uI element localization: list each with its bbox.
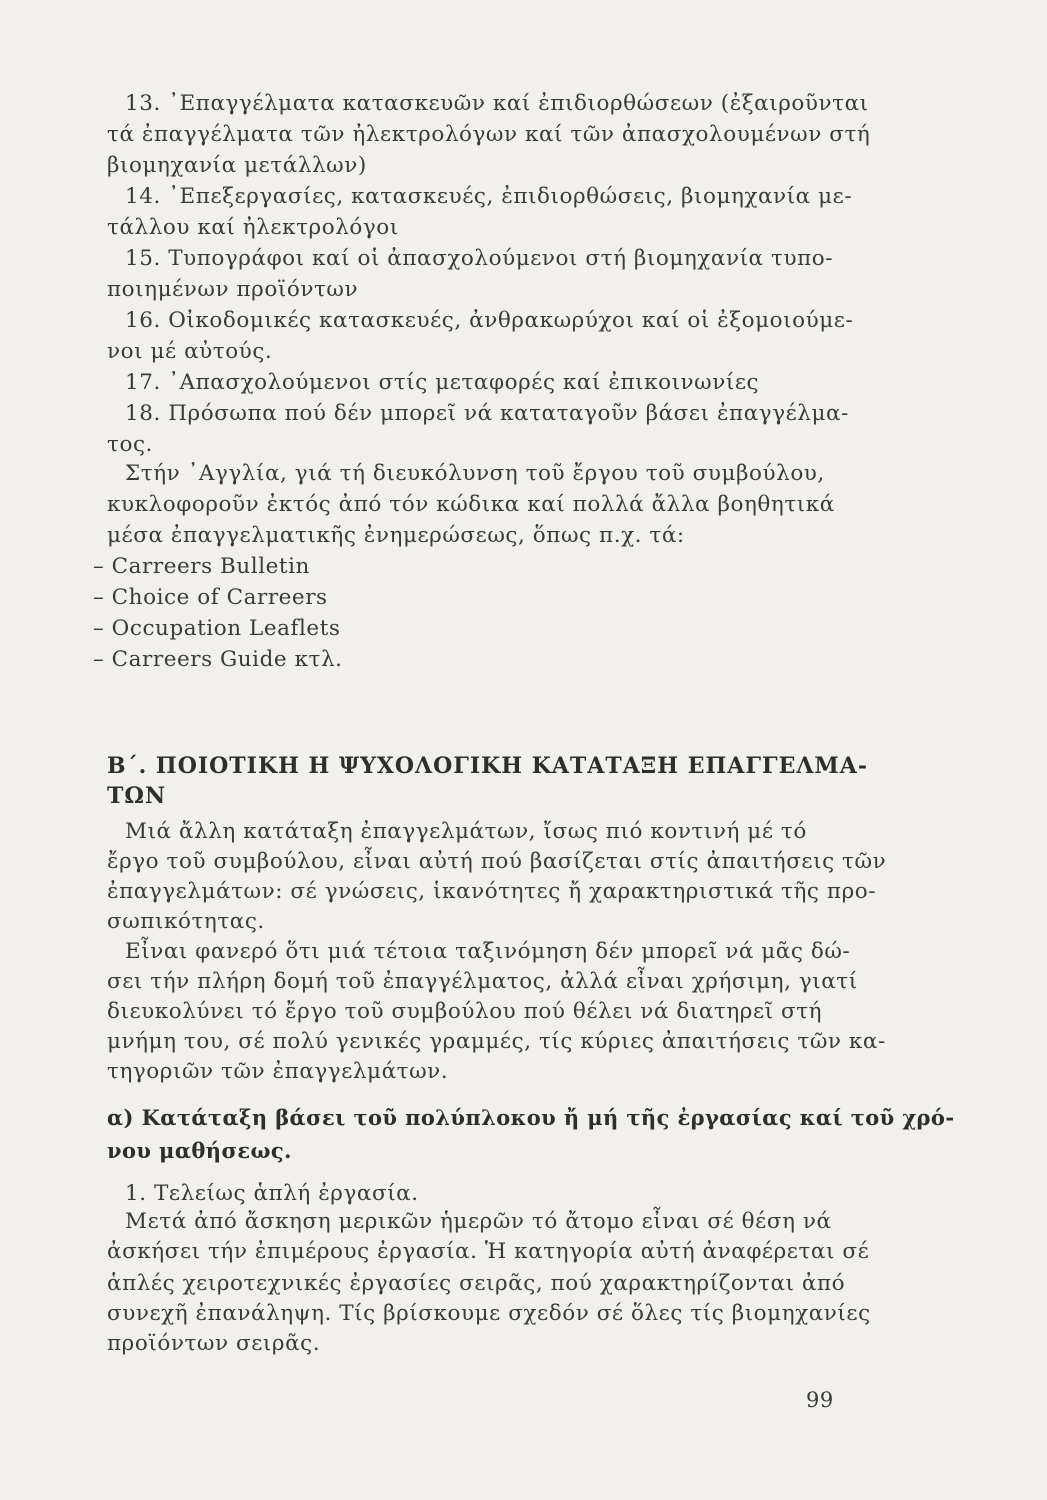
text-line: τάλλου καί ἠλεκτρολόγοι	[107, 215, 399, 240]
text-line: σωπικότητας.	[107, 909, 265, 934]
text-line: 13. ᾽Επαγγέλματα κατασκευῶν καί ἐπιδιορθώσεων (ἐξαιροῦνται	[125, 91, 869, 116]
text-line: 18. Πρόσωπα πού δέν μπορεῖ νά καταταγοῦν βάσει ἐπαγγέλμα-	[125, 401, 849, 426]
text-line: διευκολύνει τό ἔργο τοῦ συμβούλου πού θέλει νά διατηρεῖ στή	[107, 999, 823, 1024]
text-line: – Carreers Bulletin	[93, 554, 310, 579]
text-line: – Carreers Guide κτλ.	[93, 647, 343, 672]
text-line: προϊόντων σειρᾶς.	[107, 1331, 321, 1356]
text-line: ἀσκήσει τήν ἐπιμέρους ἐργασία. Ἡ κατηγορία αὐτή ἀναφέρεται σέ	[107, 1239, 870, 1264]
text-line: ποιημένων προϊόντων	[107, 277, 359, 302]
text-line: 14. ᾽Επεξεργασίες, κατασκευές, ἐπιδιορθώσεις, βιομηχανία με-	[125, 184, 853, 209]
text-line: τά ἐπαγγέλματα τῶν ἠλεκτρολόγων καί τῶν ἀπασχολουμένων στή	[107, 122, 871, 147]
text-line: μνήμη του, σέ πολύ γενικές γραμμές, τίς κύριες ἀπαιτήσεις τῶν κα-	[107, 1029, 886, 1054]
text-line: – Occupation Leaflets	[93, 616, 341, 641]
section-heading-line: Β΄. ΠΟΙΟΤΙΚΗ Η ΨΥΧΟΛΟΓΙΚΗ ΚΑΤΑΤΑΞΗ ΕΠΑΓΓΕΛΜΑ-	[107, 753, 868, 779]
page-number: 99	[806, 1388, 834, 1412]
text-line: τηγοριῶν τῶν ἐπαγγελμάτων.	[107, 1059, 449, 1084]
text-line: τος.	[107, 432, 153, 457]
text-line: Μιά ἄλλη κατάταξη ἐπαγγελμάτων, ἴσως πιό κοντινή μέ τό	[125, 819, 807, 844]
text-line: – Choice of Carreers	[93, 585, 328, 610]
section-heading-line: ΤΩΝ	[107, 783, 167, 809]
text-line: ἔργο τοῦ συμβούλου, εἶναι αὐτή πού βασίζεται στίς ἀπαιτήσεις τῶν	[107, 849, 887, 874]
text-line: μέσα ἐπαγγελματικῆς ἐνημερώσεως, ὅπως π.χ. τά:	[107, 523, 685, 548]
text-line: ἐπαγγελμάτων: σέ γνώσεις, ἱκανότητες ἤ χαρακτηριστικά τῆς προ-	[107, 879, 877, 904]
text-line: Στήν ᾽Αγγλία, γιά τή διευκόλυνση τοῦ ἔργου τοῦ συμβούλου,	[125, 461, 825, 486]
text-line: συνεχῆ ἐπανάληψη. Τίς βρίσκουμε σχεδόν σέ ὅλες τίς βιομηχανίες	[107, 1301, 871, 1326]
text-line: σει τήν πλήρη δομή τοῦ ἐπαγγέλματος, ἀλλά εἶναι χρήσιμη, γιατί	[107, 969, 858, 994]
text-line: νοι μέ αὐτούς.	[107, 339, 273, 364]
subsection-heading-line: α) Κατάταξη βάσει τοῦ πολύπλοκου ἤ μή τῆς ἐργασίας καί τοῦ χρό-	[107, 1105, 955, 1130]
text-line: 16. Οἰκοδομικές κατασκευές, ἀνθρακωρύχοι καί οἱ ἐξομοιούμε-	[125, 308, 854, 333]
text-line: Εἶναι φανερό ὅτι μιά τέτοια ταξινόμηση δέν μπορεῖ νά μᾶς δώ-	[125, 939, 851, 964]
text-line: 17. ᾽Απασχολούμενοι στίς μεταφορές καί ἐπικοινωνίες	[125, 370, 760, 395]
text-line: Μετά ἀπό ἄσκηση μερικῶν ἡμερῶν τό ἄτομο εἶναι σέ θέση νά	[125, 1209, 832, 1234]
subsection-heading-line: νου μαθήσεως.	[107, 1138, 292, 1163]
text-line: ἁπλές χειροτεχνικές ἐργασίες σειρᾶς, πού χαρακτηρίζονται ἀπό	[107, 1271, 846, 1296]
text-line: 1. Τελείως ἁπλή ἐργασία.	[125, 1181, 419, 1206]
text-line: κυκλοφοροῦν ἐκτός ἀπό τόν κώδικα καί πολλά ἄλλα βοηθητικά	[107, 492, 835, 517]
text-line: 15. Τυπογράφοι καί οἱ ἀπασχολούμενοι στή βιομηχανία τυπο-	[125, 246, 834, 271]
text-line: βιομηχανία μετάλλων)	[107, 153, 367, 178]
